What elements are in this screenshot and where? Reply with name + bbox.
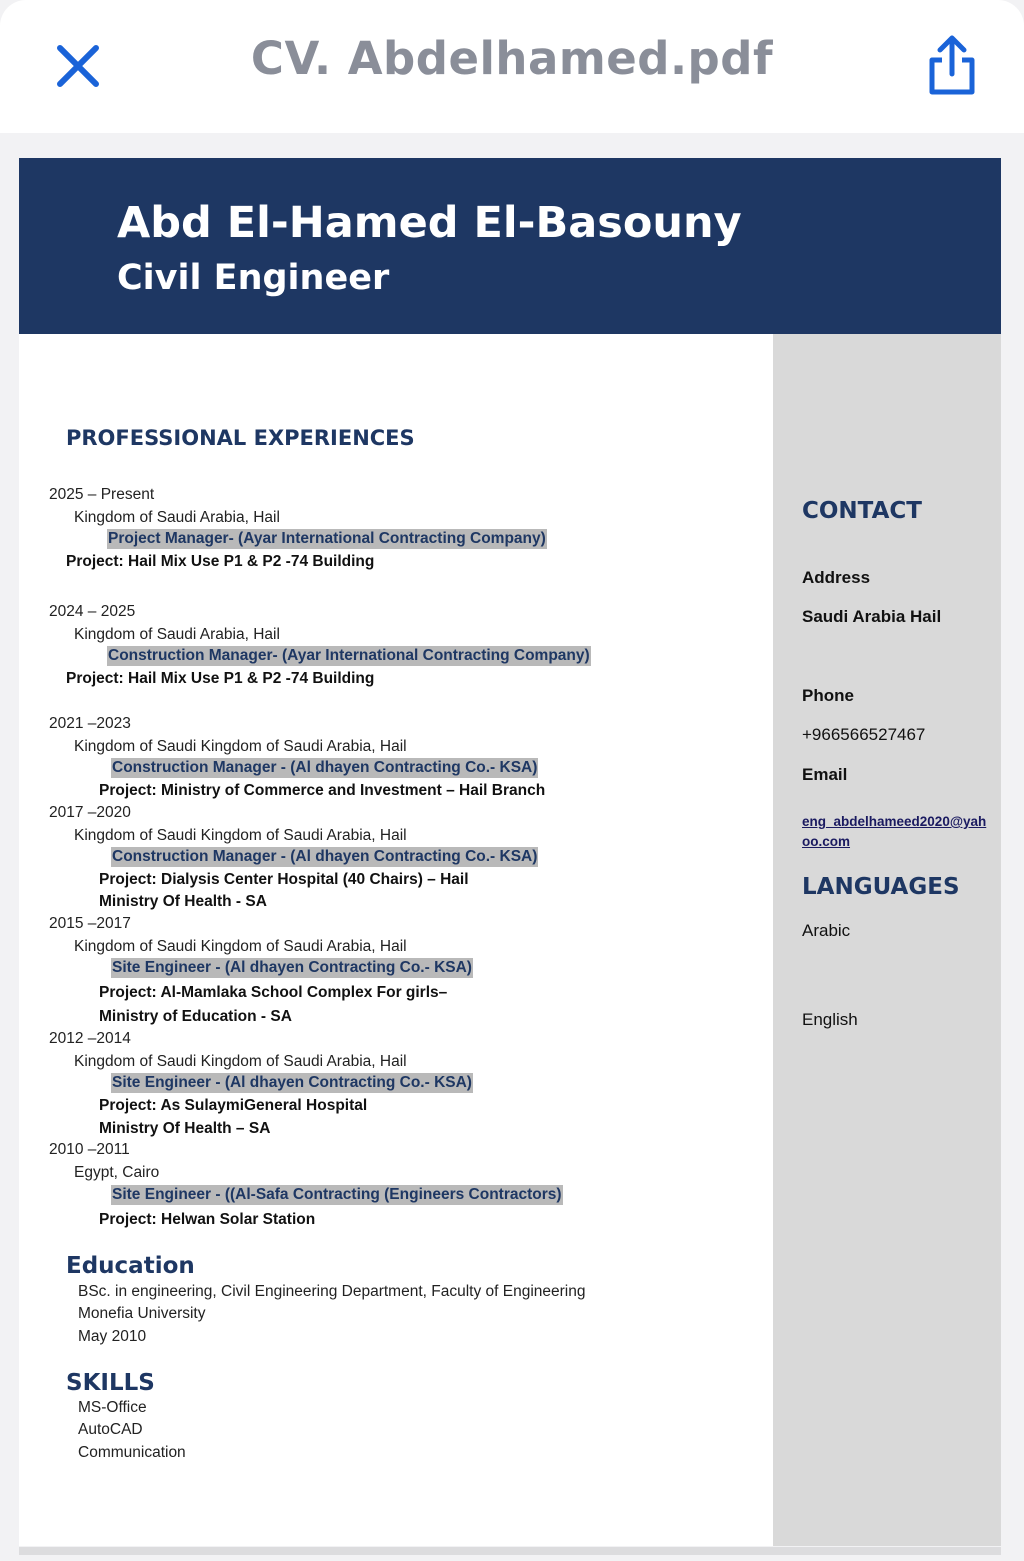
experience-years: 2012 –2014 [49,1030,131,1047]
experience-project: Project: Ministry of Commerce and Investment – Hail Branch [99,782,546,799]
experience-project: Project: Al-Mamlaka School Complex For girls– [99,984,448,1001]
experience-position: Construction Manager - (Al dhayen Contracting Co.- KSA) [112,848,538,865]
experience-project: Project: Helwan Solar Station [99,1211,316,1228]
education-line: May 2010 [78,1328,147,1345]
close-button[interactable] [50,38,106,94]
phone-label: Phone [802,686,854,705]
experience-location: Kingdom of Saudi Arabia, Hail [74,626,280,643]
education-line: BSc. in engineering, Civil Engineering Department, Faculty of Engineering [78,1283,586,1300]
experience-location: Kingdom of Saudi Kingdom of Saudi Arabia, Hail [74,1053,407,1070]
cv-header [19,158,1001,334]
skill-item: MS-Office [78,1399,147,1416]
experience-position: Construction Manager- (Ayar International Contracting Company) [108,647,590,664]
experience-years: 2021 –2023 [49,715,131,732]
experience-years: 2024 – 2025 [49,603,136,620]
experience-project: Project: Dialysis Center Hospital (40 Chairs) – Hail [99,871,469,888]
experience-location: Kingdom of Saudi Arabia, Hail [74,509,280,526]
languages-heading: LANGUAGES [802,874,960,900]
experience-years: 2015 –2017 [49,915,131,932]
experience-heading: PROFESSIONAL EXPERIENCES [66,426,415,450]
viewer-toolbar [0,0,1024,133]
experience-project: Project: Hail Mix Use P1 & P2 -74 Building [66,553,375,570]
experience-years: 2025 – Present [49,486,155,503]
document-page [19,158,1001,1546]
close-icon [50,38,106,94]
candidate-name: Abd El-Hamed El-Basouny [117,198,742,248]
experience-project-client: Ministry Of Health - SA [99,893,267,910]
share-button[interactable] [920,32,984,100]
experience-location: Kingdom of Saudi Kingdom of Saudi Arabia, Hail [74,827,407,844]
experience-position: Site Engineer - ((Al-Safa Contracting (Engineers Contractors) [112,1186,562,1203]
education-line: Monefia University [78,1305,206,1322]
experience-location: Kingdom of Saudi Kingdom of Saudi Arabia, Hail [74,738,407,755]
skills-heading: SKILLS [66,1370,155,1396]
email-link[interactable]: eng_abdelhameed2020@yahoo.com [802,814,987,849]
experience-years: 2010 –2011 [49,1141,130,1158]
document-title: CV. Abdelhamed.pdf [250,32,774,85]
education-heading: Education [66,1253,195,1279]
page-bottom-edge [19,1547,1001,1555]
candidate-role: Civil Engineer [117,258,390,298]
experience-project: Project: As SulaymiGeneral Hospital [99,1097,368,1114]
email-label: Email [802,765,848,784]
contact-heading: CONTACT [802,498,922,524]
experience-position: Construction Manager - (Al dhayen Contracting Co.- KSA) [112,759,538,776]
experience-location: Kingdom of Saudi Kingdom of Saudi Arabia, Hail [74,938,407,955]
address-value: Saudi Arabia Hail [802,607,942,626]
experience-location: Egypt, Cairo [74,1164,160,1181]
contact-sidebar [773,334,1001,1546]
skill-item: AutoCAD [78,1421,143,1438]
language-item: Arabic [802,921,851,940]
experience-position: Project Manager- (Ayar International Contracting Company) [108,530,546,547]
experience-years: 2017 –2020 [49,804,131,821]
share-icon [920,32,984,100]
experience-position: Site Engineer - (Al dhayen Contracting Co.- KSA) [112,959,472,976]
experience-position: Site Engineer - (Al dhayen Contracting Co.- KSA) [112,1074,472,1091]
address-label: Address [802,568,871,587]
language-item: English [802,1010,858,1029]
skill-item: Communication [78,1444,186,1461]
phone-value: +966566527467 [802,725,926,744]
experience-project: Project: Hail Mix Use P1 & P2 -74 Building [66,670,375,687]
experience-project-client: Ministry of Education - SA [99,1008,292,1025]
experience-project-client: Ministry Of Health – SA [99,1120,271,1137]
